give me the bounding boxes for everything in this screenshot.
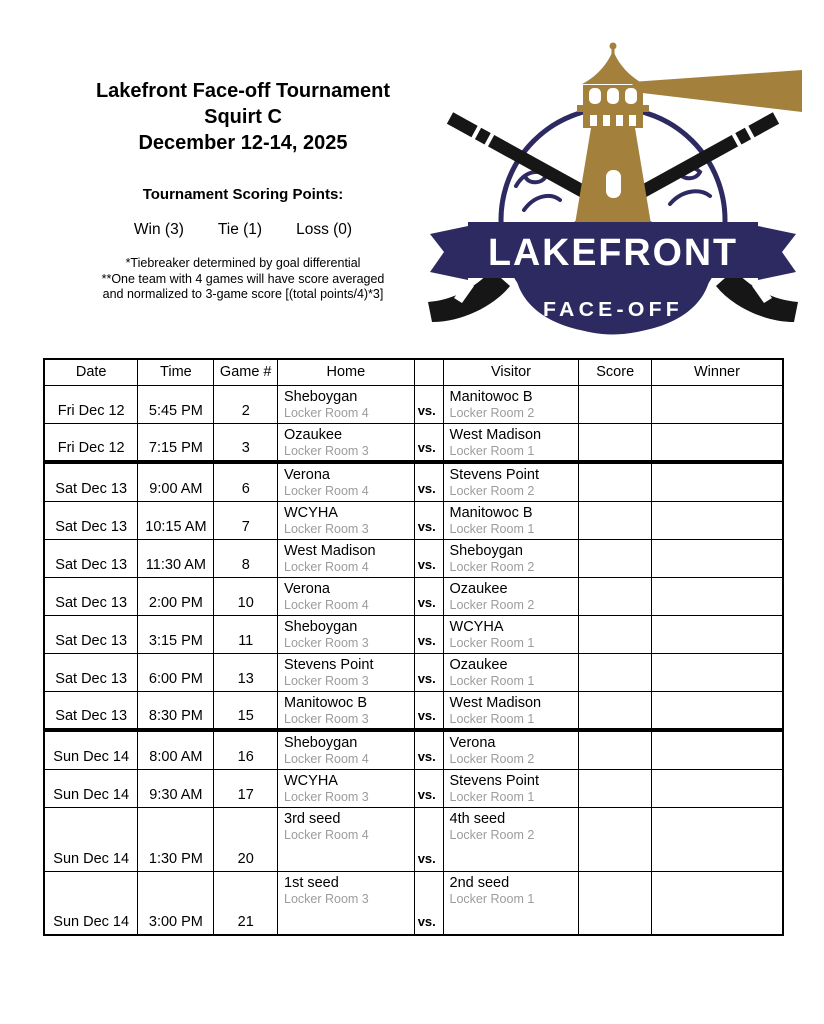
- visitor-team-cell: [443, 807, 579, 871]
- visitor-team-cell: [443, 615, 579, 653]
- score-cell: [579, 615, 651, 653]
- vs-label: vs.: [414, 577, 443, 615]
- winner-cell: [651, 539, 783, 577]
- visitor-locker-room: Locker Room 2: [449, 752, 535, 766]
- vs-label: vs.: [414, 807, 443, 871]
- railing-slot-icon: [629, 115, 636, 126]
- game-time: 3:00 PM: [138, 871, 214, 935]
- game-number: 2: [214, 385, 278, 423]
- title-block: [0, 78, 486, 156]
- visitor-locker-room: Locker Room 2: [449, 559, 535, 574]
- vs-label: vs.: [414, 463, 443, 501]
- game-date: Sun Dec 14: [44, 871, 138, 935]
- railing-slot-icon: [616, 115, 623, 126]
- wave-right-bottom-icon: [670, 191, 710, 204]
- visitor-locker-room: Locker Room 1: [449, 635, 535, 650]
- visitor-team-cell: [443, 577, 579, 615]
- visitor-team-name: Ozaukee: [449, 656, 508, 673]
- visitor-locker-room: Locker Room 2: [449, 597, 535, 612]
- home-locker-room: Locker Room 4: [284, 484, 369, 498]
- col-header-game-number: Game #: [214, 359, 278, 385]
- game-date: Sat Dec 13: [44, 653, 138, 691]
- score-cell: [579, 871, 651, 935]
- home-team-cell: [278, 653, 415, 691]
- lighthouse-roof-icon: [582, 50, 644, 84]
- home-team-name: Verona: [284, 467, 330, 483]
- visitor-locker-room: Locker Room 1: [449, 789, 535, 804]
- home-team-name: Stevens Point: [284, 656, 374, 673]
- game-number: 3: [214, 423, 278, 461]
- footnotes: [0, 256, 486, 303]
- game-number: 20: [214, 807, 278, 871]
- game-date: Sat Dec 13: [44, 577, 138, 615]
- vs-label: vs.: [414, 653, 443, 691]
- home-team-cell: [278, 691, 415, 729]
- visitor-team-name: Verona: [449, 735, 496, 751]
- winner-cell: [651, 871, 783, 935]
- visitor-team-cell: [443, 385, 579, 423]
- home-team-cell: [278, 385, 415, 423]
- header-row: [44, 359, 783, 385]
- schedule-table-sun: [43, 730, 784, 936]
- visitor-team-cell: [443, 731, 579, 769]
- col-header-home: Home: [278, 359, 415, 385]
- game-number: 11: [214, 615, 278, 653]
- home-locker-room: Locker Room 4: [284, 405, 369, 420]
- visitor-team-cell: [443, 691, 579, 729]
- home-locker-room: Locker Room 3: [284, 443, 369, 458]
- scoring-loss: Loss (0): [296, 221, 353, 238]
- winner-cell: [651, 807, 783, 871]
- division-title: Squirt C: [204, 106, 282, 128]
- score-cell: [579, 653, 651, 691]
- visitor-locker-room: Locker Room 1: [449, 711, 535, 726]
- lighthouse-beam-icon: [632, 70, 802, 112]
- game-row: [44, 769, 783, 807]
- vs-label: vs.: [414, 731, 443, 769]
- home-team-name: Sheboygan: [284, 735, 358, 751]
- game-number: 13: [214, 653, 278, 691]
- vs-label: vs.: [414, 769, 443, 807]
- game-number: 16: [214, 731, 278, 769]
- home-team-name: West Madison: [284, 542, 376, 559]
- visitor-locker-room: Locker Room 1: [449, 443, 535, 458]
- railing-slot-icon: [590, 115, 597, 126]
- lighthouse-deck-icon: [577, 105, 649, 112]
- home-team-cell: [278, 463, 415, 501]
- game-time: 8:00 AM: [138, 731, 214, 769]
- game-time: 10:15 AM: [138, 501, 214, 539]
- game-row: [44, 653, 783, 691]
- scoring-heading: Tournament Scoring Points:: [142, 186, 344, 203]
- logo-svg: [420, 20, 810, 340]
- bowl-text: FACE-OFF: [543, 299, 683, 321]
- score-cell: [579, 577, 651, 615]
- visitor-team-cell: [443, 501, 579, 539]
- game-row: [44, 731, 783, 769]
- game-date: Sat Dec 13: [44, 501, 138, 539]
- score-cell: [579, 691, 651, 729]
- lantern-window-icon: [589, 88, 601, 104]
- wave-left-bottom-icon: [524, 196, 560, 210]
- lighthouse-icon: [575, 43, 651, 225]
- game-time: 1:30 PM: [138, 807, 214, 871]
- home-team-cell: [278, 615, 415, 653]
- visitor-team-name: 2nd seed: [449, 874, 510, 891]
- footnote-averaging-line2: and normalized to 3-game score [(total points/4)*3]: [102, 287, 384, 301]
- winner-cell: [651, 691, 783, 729]
- lantern-window-icon: [607, 88, 619, 104]
- home-locker-room: Locker Room 3: [284, 521, 369, 536]
- col-header-date: Date: [44, 359, 138, 385]
- home-locker-room: Locker Room 3: [284, 711, 369, 726]
- visitor-locker-room: Locker Room 2: [449, 827, 535, 842]
- visitor-team-name: West Madison: [449, 426, 542, 443]
- game-time: 3:15 PM: [138, 615, 214, 653]
- game-date: Sat Dec 13: [44, 691, 138, 729]
- game-number: 10: [214, 577, 278, 615]
- home-team-cell: [278, 731, 415, 769]
- game-date: Fri Dec 12: [44, 385, 138, 423]
- winner-cell: [651, 385, 783, 423]
- visitor-locker-room: Locker Room 1: [449, 673, 535, 688]
- tournament-title: Lakefront Face-off Tournament: [95, 80, 391, 102]
- game-date: Sun Dec 14: [44, 731, 138, 769]
- vs-label: vs.: [414, 501, 443, 539]
- visitor-locker-room: Locker Room 1: [449, 521, 535, 536]
- footnote-tiebreaker: *Tiebreaker determined by goal differential: [125, 256, 361, 270]
- game-number: 21: [214, 871, 278, 935]
- game-row: [44, 691, 783, 729]
- winner-cell: [651, 463, 783, 501]
- game-date: Sun Dec 14: [44, 769, 138, 807]
- vs-label: vs.: [414, 691, 443, 729]
- winner-cell: [651, 731, 783, 769]
- home-team-cell: [278, 423, 415, 461]
- visitor-team-cell: [443, 423, 579, 461]
- date-range: December 12-14, 2025: [138, 132, 348, 154]
- scoring-tie: Tie (1): [217, 221, 263, 238]
- score-cell: [579, 463, 651, 501]
- home-locker-room: Locker Room 4: [284, 752, 369, 766]
- game-date: Sat Dec 13: [44, 463, 138, 501]
- home-team-name: 1st seed: [284, 874, 339, 891]
- game-time: 2:00 PM: [138, 577, 214, 615]
- visitor-team-cell: [443, 539, 579, 577]
- home-team-name: WCYHA: [284, 504, 338, 521]
- score-cell: [579, 539, 651, 577]
- col-header-visitor: Visitor: [443, 359, 579, 385]
- visitor-team-cell: [443, 463, 579, 501]
- visitor-team-name: Ozaukee: [449, 580, 508, 597]
- score-cell: [579, 769, 651, 807]
- scoring-values: [0, 221, 486, 239]
- winner-cell: [651, 653, 783, 691]
- game-date: Sat Dec 13: [44, 539, 138, 577]
- railing-slot-icon: [603, 115, 610, 126]
- game-date: Sun Dec 14: [44, 807, 138, 871]
- game-number: 15: [214, 691, 278, 729]
- lighthouse-door-icon: [606, 170, 621, 198]
- game-number: 8: [214, 539, 278, 577]
- visitor-team-name: Manitowoc B: [449, 388, 533, 405]
- visitor-team-cell: [443, 769, 579, 807]
- vs-label: vs.: [414, 615, 443, 653]
- home-team-cell: [278, 769, 415, 807]
- game-number: 6: [214, 463, 278, 501]
- winner-cell: [651, 577, 783, 615]
- winner-cell: [651, 769, 783, 807]
- visitor-team-name: WCYHA: [449, 618, 504, 635]
- visitor-team-name: Stevens Point: [449, 772, 539, 789]
- banner-text: LAKEFRONT: [488, 232, 738, 274]
- home-team-cell: [278, 501, 415, 539]
- score-cell: [579, 731, 651, 769]
- home-locker-room: Locker Room 4: [284, 597, 369, 612]
- home-team-cell: [278, 871, 415, 935]
- winner-cell: [651, 615, 783, 653]
- col-header-winner: Winner: [651, 359, 783, 385]
- schedule-table-fri: [43, 358, 784, 462]
- home-locker-room: Locker Room 4: [284, 559, 369, 574]
- visitor-locker-room: Locker Room 1: [449, 891, 535, 906]
- game-row: [44, 615, 783, 653]
- game-time: 8:30 PM: [138, 691, 214, 729]
- vs-label: vs.: [414, 871, 443, 935]
- game-time: 9:00 AM: [138, 463, 214, 501]
- col-header-vs: [414, 359, 443, 385]
- score-cell: [579, 423, 651, 461]
- winner-cell: [651, 501, 783, 539]
- visitor-team-cell: [443, 871, 579, 935]
- game-row: [44, 463, 783, 501]
- winner-cell: [651, 423, 783, 461]
- vs-label: vs.: [414, 423, 443, 461]
- visitor-locker-room: Locker Room 2: [449, 405, 535, 420]
- visitor-locker-room: Locker Room 2: [449, 484, 535, 498]
- score-cell: [579, 501, 651, 539]
- game-number: 17: [214, 769, 278, 807]
- visitor-team-name: Manitowoc B: [449, 504, 533, 521]
- home-team-name: Sheboygan: [284, 618, 358, 635]
- visitor-team-name: Stevens Point: [449, 467, 539, 483]
- home-team-name: 3rd seed: [284, 810, 341, 827]
- footnote-averaging-line1: **One team with 4 games will have score averaged: [101, 271, 385, 286]
- game-time: 11:30 AM: [138, 539, 214, 577]
- scoring-win: Win (3): [133, 221, 184, 238]
- ribbon-fold-right-icon: [758, 226, 796, 280]
- home-team-name: WCYHA: [284, 772, 338, 789]
- visitor-team-name: Sheboygan: [449, 542, 523, 559]
- home-team-cell: [278, 539, 415, 577]
- visitor-team-cell: [443, 653, 579, 691]
- game-row: [44, 871, 783, 935]
- home-team-name: Verona: [284, 580, 330, 597]
- col-header-time: Time: [138, 359, 214, 385]
- visitor-team-name: West Madison: [449, 694, 542, 711]
- home-team-name: Sheboygan: [284, 388, 358, 405]
- game-row: [44, 577, 783, 615]
- home-locker-room: Locker Room 3: [284, 891, 369, 906]
- home-locker-room: Locker Room 3: [284, 789, 369, 804]
- score-cell: [579, 385, 651, 423]
- col-header-score: Score: [579, 359, 651, 385]
- visitor-team-name: 4th seed: [449, 810, 506, 827]
- vs-label: vs.: [414, 539, 443, 577]
- ribbon-fold-left-icon: [430, 226, 468, 280]
- game-row: [44, 501, 783, 539]
- game-time: 9:30 AM: [138, 769, 214, 807]
- logo-bowl: [516, 278, 710, 334]
- game-row: [44, 807, 783, 871]
- home-team-cell: [278, 807, 415, 871]
- home-locker-room: Locker Room 3: [284, 673, 369, 688]
- banner-ribbon: [430, 222, 796, 280]
- game-time: 7:15 PM: [138, 423, 214, 461]
- lantern-window-icon: [625, 88, 637, 104]
- game-date: Sat Dec 13: [44, 615, 138, 653]
- score-cell: [579, 807, 651, 871]
- vs-label: vs.: [414, 385, 443, 423]
- game-time: 5:45 PM: [138, 385, 214, 423]
- game-number: 7: [214, 501, 278, 539]
- home-locker-room: Locker Room 4: [284, 827, 369, 842]
- home-team-name: Ozaukee: [284, 426, 343, 443]
- home-team-name: Manitowoc B: [284, 694, 368, 711]
- schedule-tables: [43, 358, 784, 936]
- game-time: 6:00 PM: [138, 653, 214, 691]
- home-team-cell: [278, 577, 415, 615]
- home-locker-room: Locker Room 3: [284, 635, 369, 650]
- game-date: Fri Dec 12: [44, 423, 138, 461]
- schedule-table-sat: [43, 462, 784, 730]
- lakefront-face-off-logo: [420, 20, 810, 340]
- game-row: [44, 385, 783, 423]
- game-row: [44, 423, 783, 461]
- game-row: [44, 539, 783, 577]
